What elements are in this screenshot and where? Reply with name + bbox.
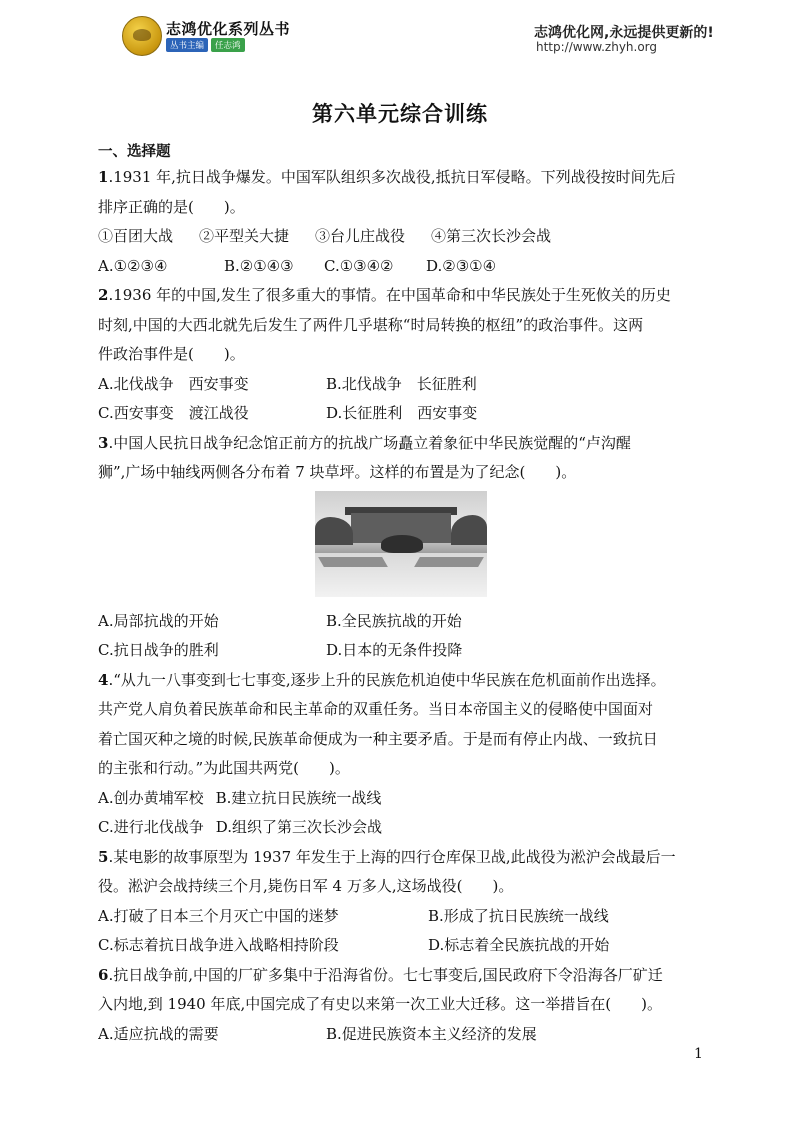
question-text: .“从九一八事变到七七事变,逐步上升的民族危机迫使中华民族在危机面前作出选择。 bbox=[108, 670, 666, 689]
option-row bbox=[98, 902, 704, 932]
question-text: 入内地,到 1940 年底,中国完成了有史以来第一次工业大迁移。这一举措旨在( )。 bbox=[98, 995, 662, 1013]
option-c[interactable]: C.西安事变 渡江战役 bbox=[98, 404, 249, 422]
option-b[interactable]: B.促进民族资本主义经济的发展 bbox=[326, 1024, 537, 1043]
question-4 bbox=[98, 666, 704, 843]
option-row bbox=[98, 607, 704, 637]
question-text: .1931 年,抗日战争爆发。中国军队组织多次战役,抵抗日军侵略。下列战役按时间先后 bbox=[108, 168, 676, 186]
option-a[interactable]: A.北伐战争 西安事变 bbox=[98, 374, 249, 393]
question-2 bbox=[98, 281, 704, 429]
question-text: 件政治事件是( )。 bbox=[98, 345, 245, 363]
list-item: ②平型关大捷 bbox=[199, 227, 290, 245]
question-text: 共产党人肩负着民族革命和民主革命的双重任务。当日本帝国主义的侵略使中国面对 bbox=[98, 700, 654, 718]
option-d[interactable]: D.长征胜利 西安事变 bbox=[326, 404, 478, 422]
option-c[interactable]: C.进行北伐战争 bbox=[98, 818, 204, 836]
option-a[interactable]: A.适应抗战的需要 bbox=[98, 1024, 219, 1043]
editor-badges bbox=[166, 38, 245, 52]
question-text: .中国人民抗日战争纪念馆正前方的抗战广场矗立着象征中华民族觉醒的“卢沟醒 bbox=[108, 433, 631, 452]
question-6 bbox=[98, 961, 704, 1050]
option-c[interactable]: C.抗日战争的胜利 bbox=[98, 641, 219, 659]
question-3 bbox=[98, 429, 704, 666]
option-d[interactable]: D.标志着全民族抗战的开始 bbox=[428, 936, 610, 954]
badge-editor-label: 丛书主编 bbox=[166, 38, 208, 52]
section-heading: 一、选择题 bbox=[98, 144, 171, 160]
option-a[interactable]: A.局部抗战的开始 bbox=[98, 611, 219, 630]
page-number: 1 bbox=[694, 1046, 703, 1062]
option-a[interactable]: A.①②③④ bbox=[98, 256, 168, 275]
question-5 bbox=[98, 843, 704, 961]
site-slogan: 志鸿优化网,永远提供更新的! bbox=[534, 25, 714, 41]
question-list bbox=[98, 163, 704, 1049]
option-row bbox=[98, 370, 704, 400]
question-text: 狮”,广场中轴线两侧各分布着 7 块草坪。这样的布置是为了纪念( )。 bbox=[98, 463, 577, 481]
question-number: 3 bbox=[98, 433, 109, 452]
page-title: 第六单元综合训练 bbox=[312, 102, 488, 126]
option-row bbox=[98, 931, 704, 961]
question-number: 4 bbox=[98, 670, 109, 689]
site-url[interactable]: http://www.zhyh.org bbox=[536, 40, 658, 54]
option-a[interactable]: A.创办黄埔军校 bbox=[98, 788, 204, 807]
option-row bbox=[98, 399, 704, 429]
question-line bbox=[98, 281, 704, 311]
question-text: 的主张和行动。”为此国共两党( )。 bbox=[98, 759, 350, 777]
question-number: 1 bbox=[98, 168, 109, 186]
question-number: 5 bbox=[98, 847, 109, 866]
page-header bbox=[0, 0, 800, 70]
memorial-photo-container bbox=[98, 488, 704, 607]
question-text: .抗日战争前,中国的厂矿多集中于沿海省份。七七事变后,国民政府下令沿海各厂矿迁 bbox=[108, 965, 663, 984]
question-line bbox=[98, 843, 704, 873]
publisher-logo-icon bbox=[122, 16, 162, 56]
question-text: 役。淞沪会战持续三个月,毙伤日军 4 万多人,这场战役( )。 bbox=[98, 877, 514, 895]
option-b[interactable]: B.建立抗日民族统一战线 bbox=[215, 788, 382, 807]
question-text: 排序正确的是( )。 bbox=[98, 197, 245, 216]
option-d[interactable]: D.②③①④ bbox=[426, 256, 497, 275]
question-text: 着亡国灭种之境的时候,民族革命便成为一种主要矛盾。于是而有停止内战、一致抗日 bbox=[98, 729, 658, 748]
option-row bbox=[98, 1020, 704, 1050]
item-list bbox=[98, 222, 704, 252]
option-d[interactable]: D.组织了第三次长沙会战 bbox=[215, 818, 382, 836]
question-line bbox=[98, 163, 704, 193]
series-title: 志鸿优化系列丛书 bbox=[166, 20, 291, 38]
list-item: ①百团大战 bbox=[98, 227, 174, 245]
question-text: .1936 年的中国,发生了很多重大的事情。在中国革命和中华民族处于生死攸关的历史 bbox=[108, 286, 671, 304]
option-d[interactable]: D.日本的无条件投降 bbox=[326, 641, 463, 659]
question-text: 时刻,中国的大西北就先后发生了两件几乎堪称“时局转换的枢纽”的政治事件。这两 bbox=[98, 315, 644, 334]
question-line bbox=[98, 429, 704, 459]
question-number: 2 bbox=[98, 286, 109, 304]
memorial-hall-photo bbox=[315, 491, 487, 597]
list-item: ③台儿庄战役 bbox=[315, 227, 406, 245]
option-row bbox=[98, 252, 704, 282]
lion-sculpture-icon bbox=[381, 535, 423, 553]
option-b[interactable]: B.全民族抗战的开始 bbox=[326, 611, 462, 630]
option-row bbox=[98, 784, 704, 814]
option-b[interactable]: B.北伐战争 长征胜利 bbox=[326, 374, 477, 393]
badge-editor-name: 任志鸿 bbox=[211, 38, 245, 52]
option-a[interactable]: A.打破了日本三个月灭亡中国的迷梦 bbox=[98, 906, 339, 925]
option-row bbox=[98, 813, 704, 843]
question-line bbox=[98, 961, 704, 991]
question-1 bbox=[98, 163, 704, 281]
option-c[interactable]: C.①③④② bbox=[324, 256, 394, 275]
option-b[interactable]: B.形成了抗日民族统一战线 bbox=[428, 906, 609, 925]
list-item: ④第三次长沙会战 bbox=[431, 227, 552, 245]
option-c[interactable]: C.标志着抗日战争进入战略相持阶段 bbox=[98, 936, 339, 954]
question-text: .某电影的故事原型为 1937 年发生于上海的四行仓库保卫战,此战役为淞沪会战最后一 bbox=[108, 847, 676, 866]
option-row bbox=[98, 636, 704, 666]
question-number: 6 bbox=[98, 965, 109, 984]
option-b[interactable]: B.②①④③ bbox=[224, 256, 294, 275]
question-line bbox=[98, 666, 704, 696]
